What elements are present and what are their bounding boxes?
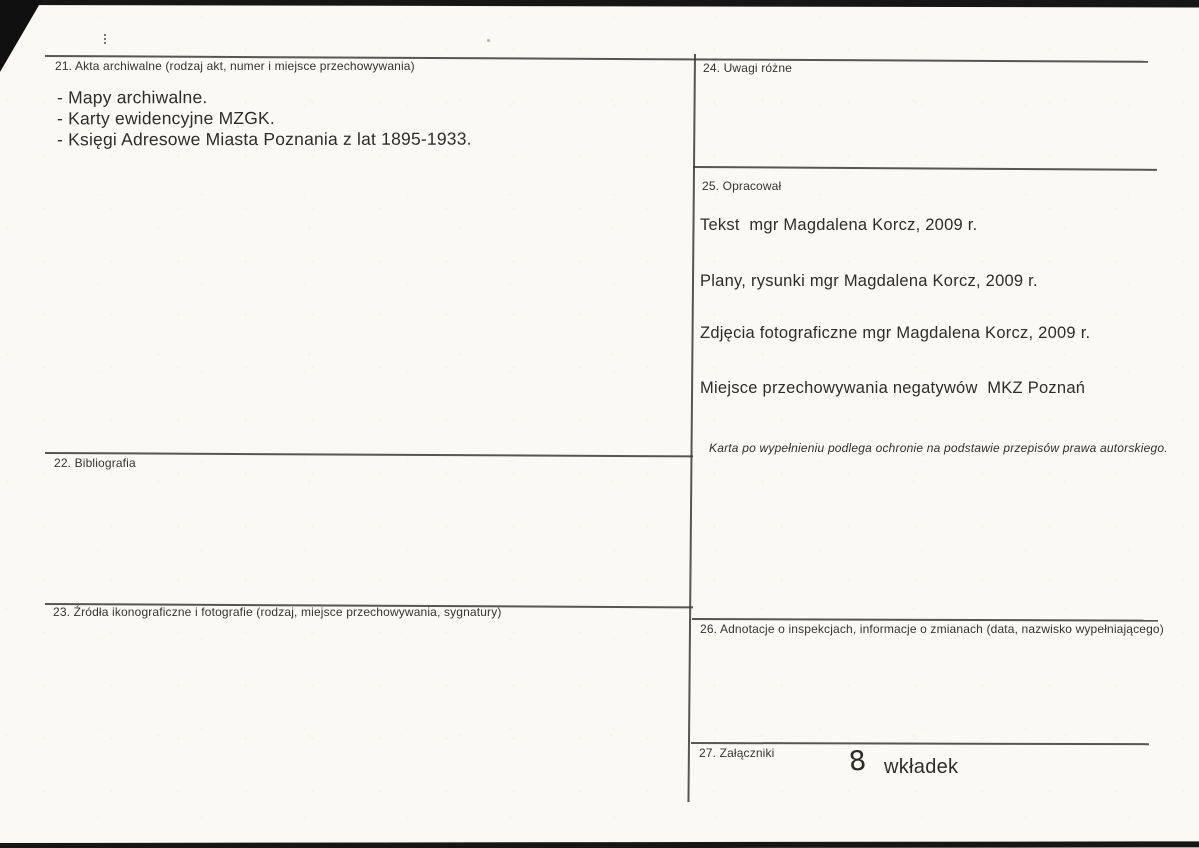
scan-edge-corner-top-left [0,0,42,72]
section-24-label: 24. Uwagi różne [703,61,792,75]
rule-section-22 [45,452,693,457]
attachment-count-handwritten: 8 [847,745,868,778]
scan-speck [104,34,110,44]
author-photos-line: Zdjęcia fotograficzne mgr Magdalena Korcz, 2009 r. [700,324,1091,342]
section-21-content [57,87,472,151]
scan-speck [487,39,490,42]
section-27-label: 27. Załączniki [699,746,775,760]
rule-column-divider [687,54,696,802]
attachment-count-unit: wkładek [884,756,959,778]
author-text-line: Tekst mgr Magdalena Korcz, 2009 r. [700,216,978,234]
rule-section-27 [691,742,1149,745]
rule-section-25 [693,166,1157,171]
section-25-label: 25. Opracował [702,179,782,193]
copyright-note: Karta po wypełnieniu podlega ochronie na podstawie przepisów prawa autorskiego. [709,441,1168,455]
scan-edge-bottom [0,841,1199,848]
scan-edge-top [0,0,1199,8]
negatives-location-line: Miejsce przechowywania negatywów MKZ Poznań [700,379,1086,397]
section-22-label: 22. Bibliografia [54,456,136,470]
archival-records-line: - Mapy archiwalne. [56,87,208,108]
section-26-label: 26. Adnotacje o inspekcjach, informacje o zmianach (data, nazwisko wypełniającego) [700,622,1164,636]
section-21-label: 21. Akta archiwalne (rodzaj akt, numer i miejsce przechowywania) [55,59,415,73]
section-23-label: 23. Źródła ikonograficzne i fotografie (rodzaj, miejsce przechowywania, sygnatury) [53,605,502,619]
author-plans-line: Plany, rysunki mgr Magdalena Korcz, 2009 r. [700,272,1038,290]
archival-records-line: - Księgi Adresowe Miasta Poznania z lat 1895-1933. [57,128,472,150]
archival-records-line: - Karty ewidencyjne MZGK. [56,107,276,129]
